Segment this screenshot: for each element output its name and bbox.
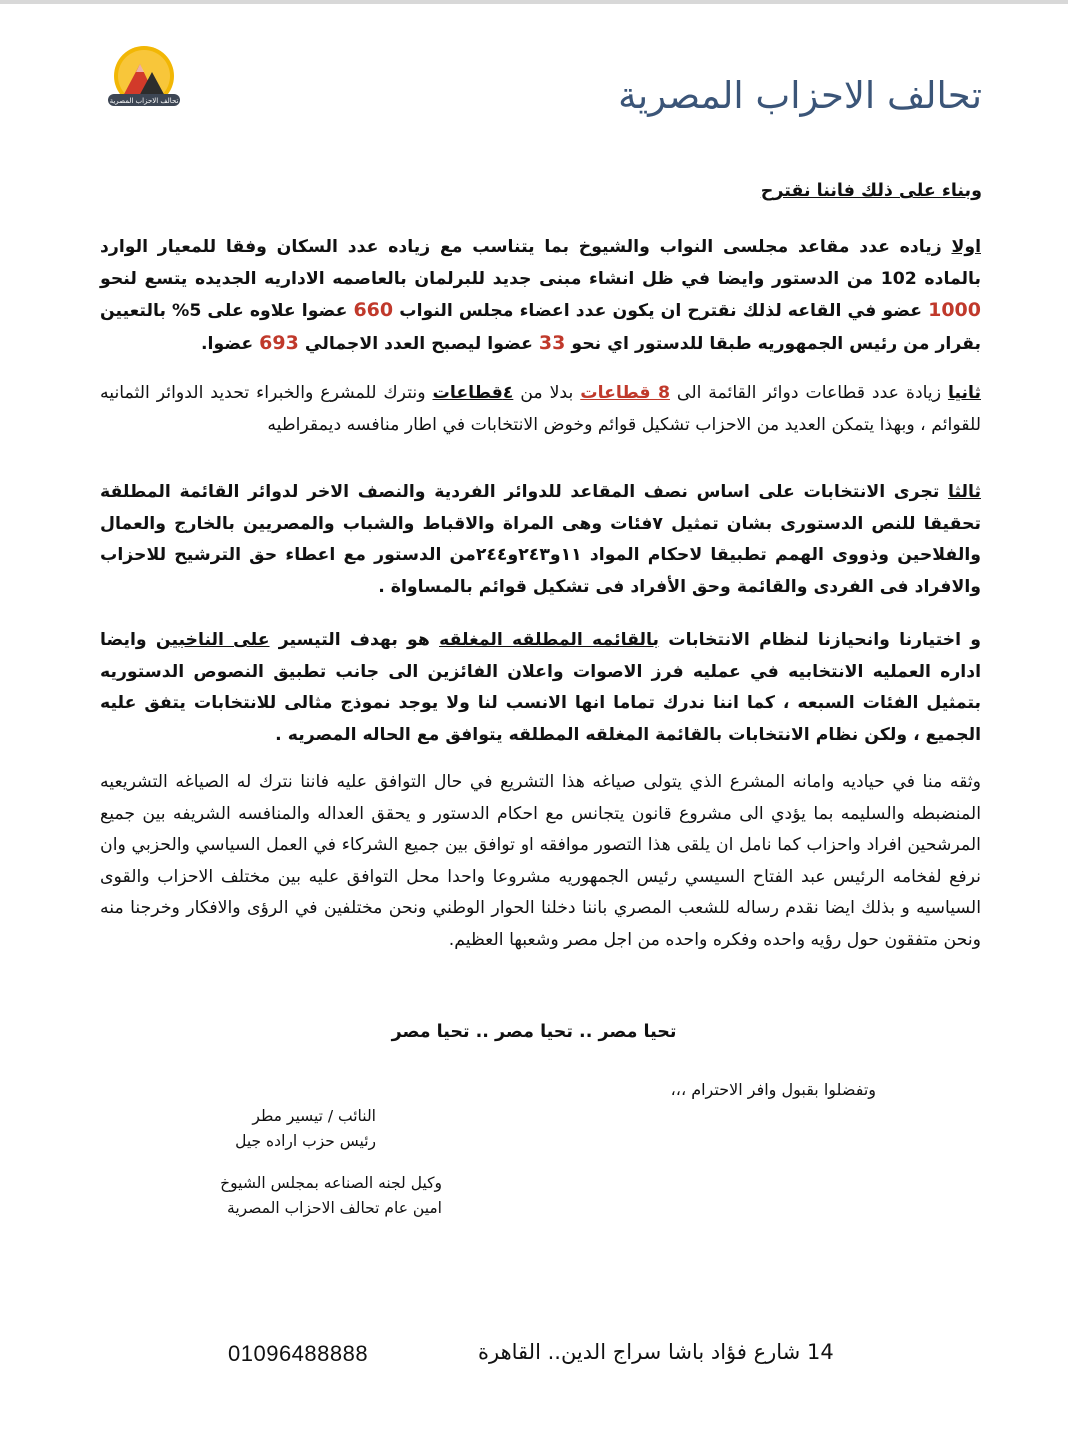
signature-block-top	[235, 1104, 376, 1154]
number-33: 33	[538, 331, 566, 354]
coalition-logo	[104, 42, 184, 122]
four-sectors: ٤قطاعات	[432, 383, 514, 403]
lead-third: ثالثا	[947, 482, 981, 502]
number-1000: 1000	[928, 299, 981, 321]
eight-sectors: 8 قطاعات	[580, 383, 670, 403]
paragraph-fourth: و اختيارنا وانحيازنا لنظام الانتخابات بالقائمه المطلقه المغلقه هو بهدف التيسير على الناخبين وايضا اداره العمليه الانتخابيه في عمليه فرز الاصوات واعلان الفائزين الى جانب تطبيق النصوص الدستوريه بتمثيل الفئات السبعه ، كما اننا ندرك تماما انها الانسب لنا ولا يوجد نموذج مثالى للانتخابات يتفق عليه الجميع ، ولكن نظام الانتخابات بالقائمة المغلقه المطلقه يتوافق مع الحاله المصريه .	[100, 630, 981, 745]
signatory-name: النائب / تيسير مطر	[252, 1107, 376, 1125]
footer-address: 14 شارع فؤاد باشا سراج الدين.. القاهرة	[478, 1340, 834, 1364]
footer-phone: 01096488888	[228, 1341, 369, 1366]
closing-regards: وتفضلوا بقبول وافر الاحترام ،،،	[670, 1080, 876, 1099]
number-693: 693	[259, 331, 299, 354]
signatory-coalition-role: امين عام تحالف الاحزاب المصرية	[227, 1199, 442, 1217]
paragraph-first: اولا زياده عدد مقاعد مجلسى النواب والشيوخ بما يتناسب مع زياده عدد السكان وفقا للمعيار الوارد بالماده 102 من الدستور وايضا في ظل انشاء مبنى جديد للبرلمان بالعاصمه الاداريه الجديده يتسع لنحو 1000 عضو في القاعه لذلك نقترح ان يكون عدد اعضاء مجلس النواب 660 عضوا علاوه على 5% بالتعيين بقرار من رئيس الجمهوريه طبقا للدستور اي نحو 33 عضوا ليصبح العدد الاجمالي 693 عضوا.	[100, 237, 981, 354]
lead-second: ثانيا	[947, 383, 981, 403]
closed-list-phrase: بالقائمه المطلقه المغلقه	[439, 630, 660, 650]
lead-first: اولا	[951, 237, 981, 257]
voters-phrase: على الناخبين	[155, 630, 270, 650]
paragraph-third: ثالثا تجرى الانتخابات على اساس نصف المقاعد للدوائر الفردية والنصف الاخر لدوائر القائمة المطلقة تحقيقا للنص الدستورى بشان تمثيل ٧فئات وهى المراة والاقباط والشباب والمصريين بالخارج والعمال والفلاحين وذووى الهمم تطبيقا لاحكام المواد ١١و٢٤٣و٢٤٤من الدستور مع اعطاء حق الترشيح للاحزاب والافراد فى الفردى والقائمة وحق الأفراد فى تشكيل قوائم بالمساواة .	[100, 482, 981, 597]
paragraph-fifth: وثقه منا في حياديه وامانه المشرع الذي يتولى صياغه هذا التشريع في حال التوافق عليه فاننا نترك له الصياغه التشريعيه المنضبطه والسليمه بما يؤدي الى مشروع قانون يتجانس مع احكام الدستور و يحقق العداله والمنافسه الشريفه بين جميع المرشحين افراد واحزاب كما نامل ان يلقى هذا التصور موافقه او توافق بين جميع الشركاء في العمل السياسي والحزبي وان نرفع لفخامه الرئيس عبد الفتاح السيسي رئيس الجمهوريه مشروعا واحدا محل التوافق عليه بين مختلف الاحزاب والقوى السياسيه و بذلك ايضا نقدم رساله للشعب المصري باننا دخلنا الحوار الوطني ونحن مختلفين في الرؤى والافكار وخرجنا منه ونحن متفقون حول رؤيه واحده وفكره واحده من اجل مصر وشعبها العظيم.	[100, 772, 981, 950]
signature-block-bottom	[220, 1171, 442, 1221]
paragraph-second: ثانيا زيادة عدد قطاعات دوائر القائمة الى 8 قطاعات بدلا من ٤قطاعات ونترك للمشرع والخبراء تحديد الدوائر الثمانيه للقوائم ، وبهذا يتمكن العديد من الاحزاب تشكيل قوائم وخوض الانتخابات في اطار منافسه ديمقراطيه	[100, 383, 981, 435]
signatory-party: رئيس حزب اراده جيل	[235, 1132, 376, 1150]
logo-text: تحالف الاحزاب المصرية	[109, 97, 179, 105]
signatory-committee: وكيل لجنه الصناعه بمجلس الشيوخ	[220, 1174, 442, 1192]
page-title: تحالف الاحزاب المصرية	[618, 74, 982, 117]
top-border	[0, 0, 1068, 4]
number-660: 660	[353, 299, 394, 321]
long-live-egypt: تحيا مصر .. تحيا مصر .. تحيا مصر	[391, 1022, 677, 1042]
intro-heading: وبناء على ذلك فاننا نقترح	[760, 181, 982, 201]
